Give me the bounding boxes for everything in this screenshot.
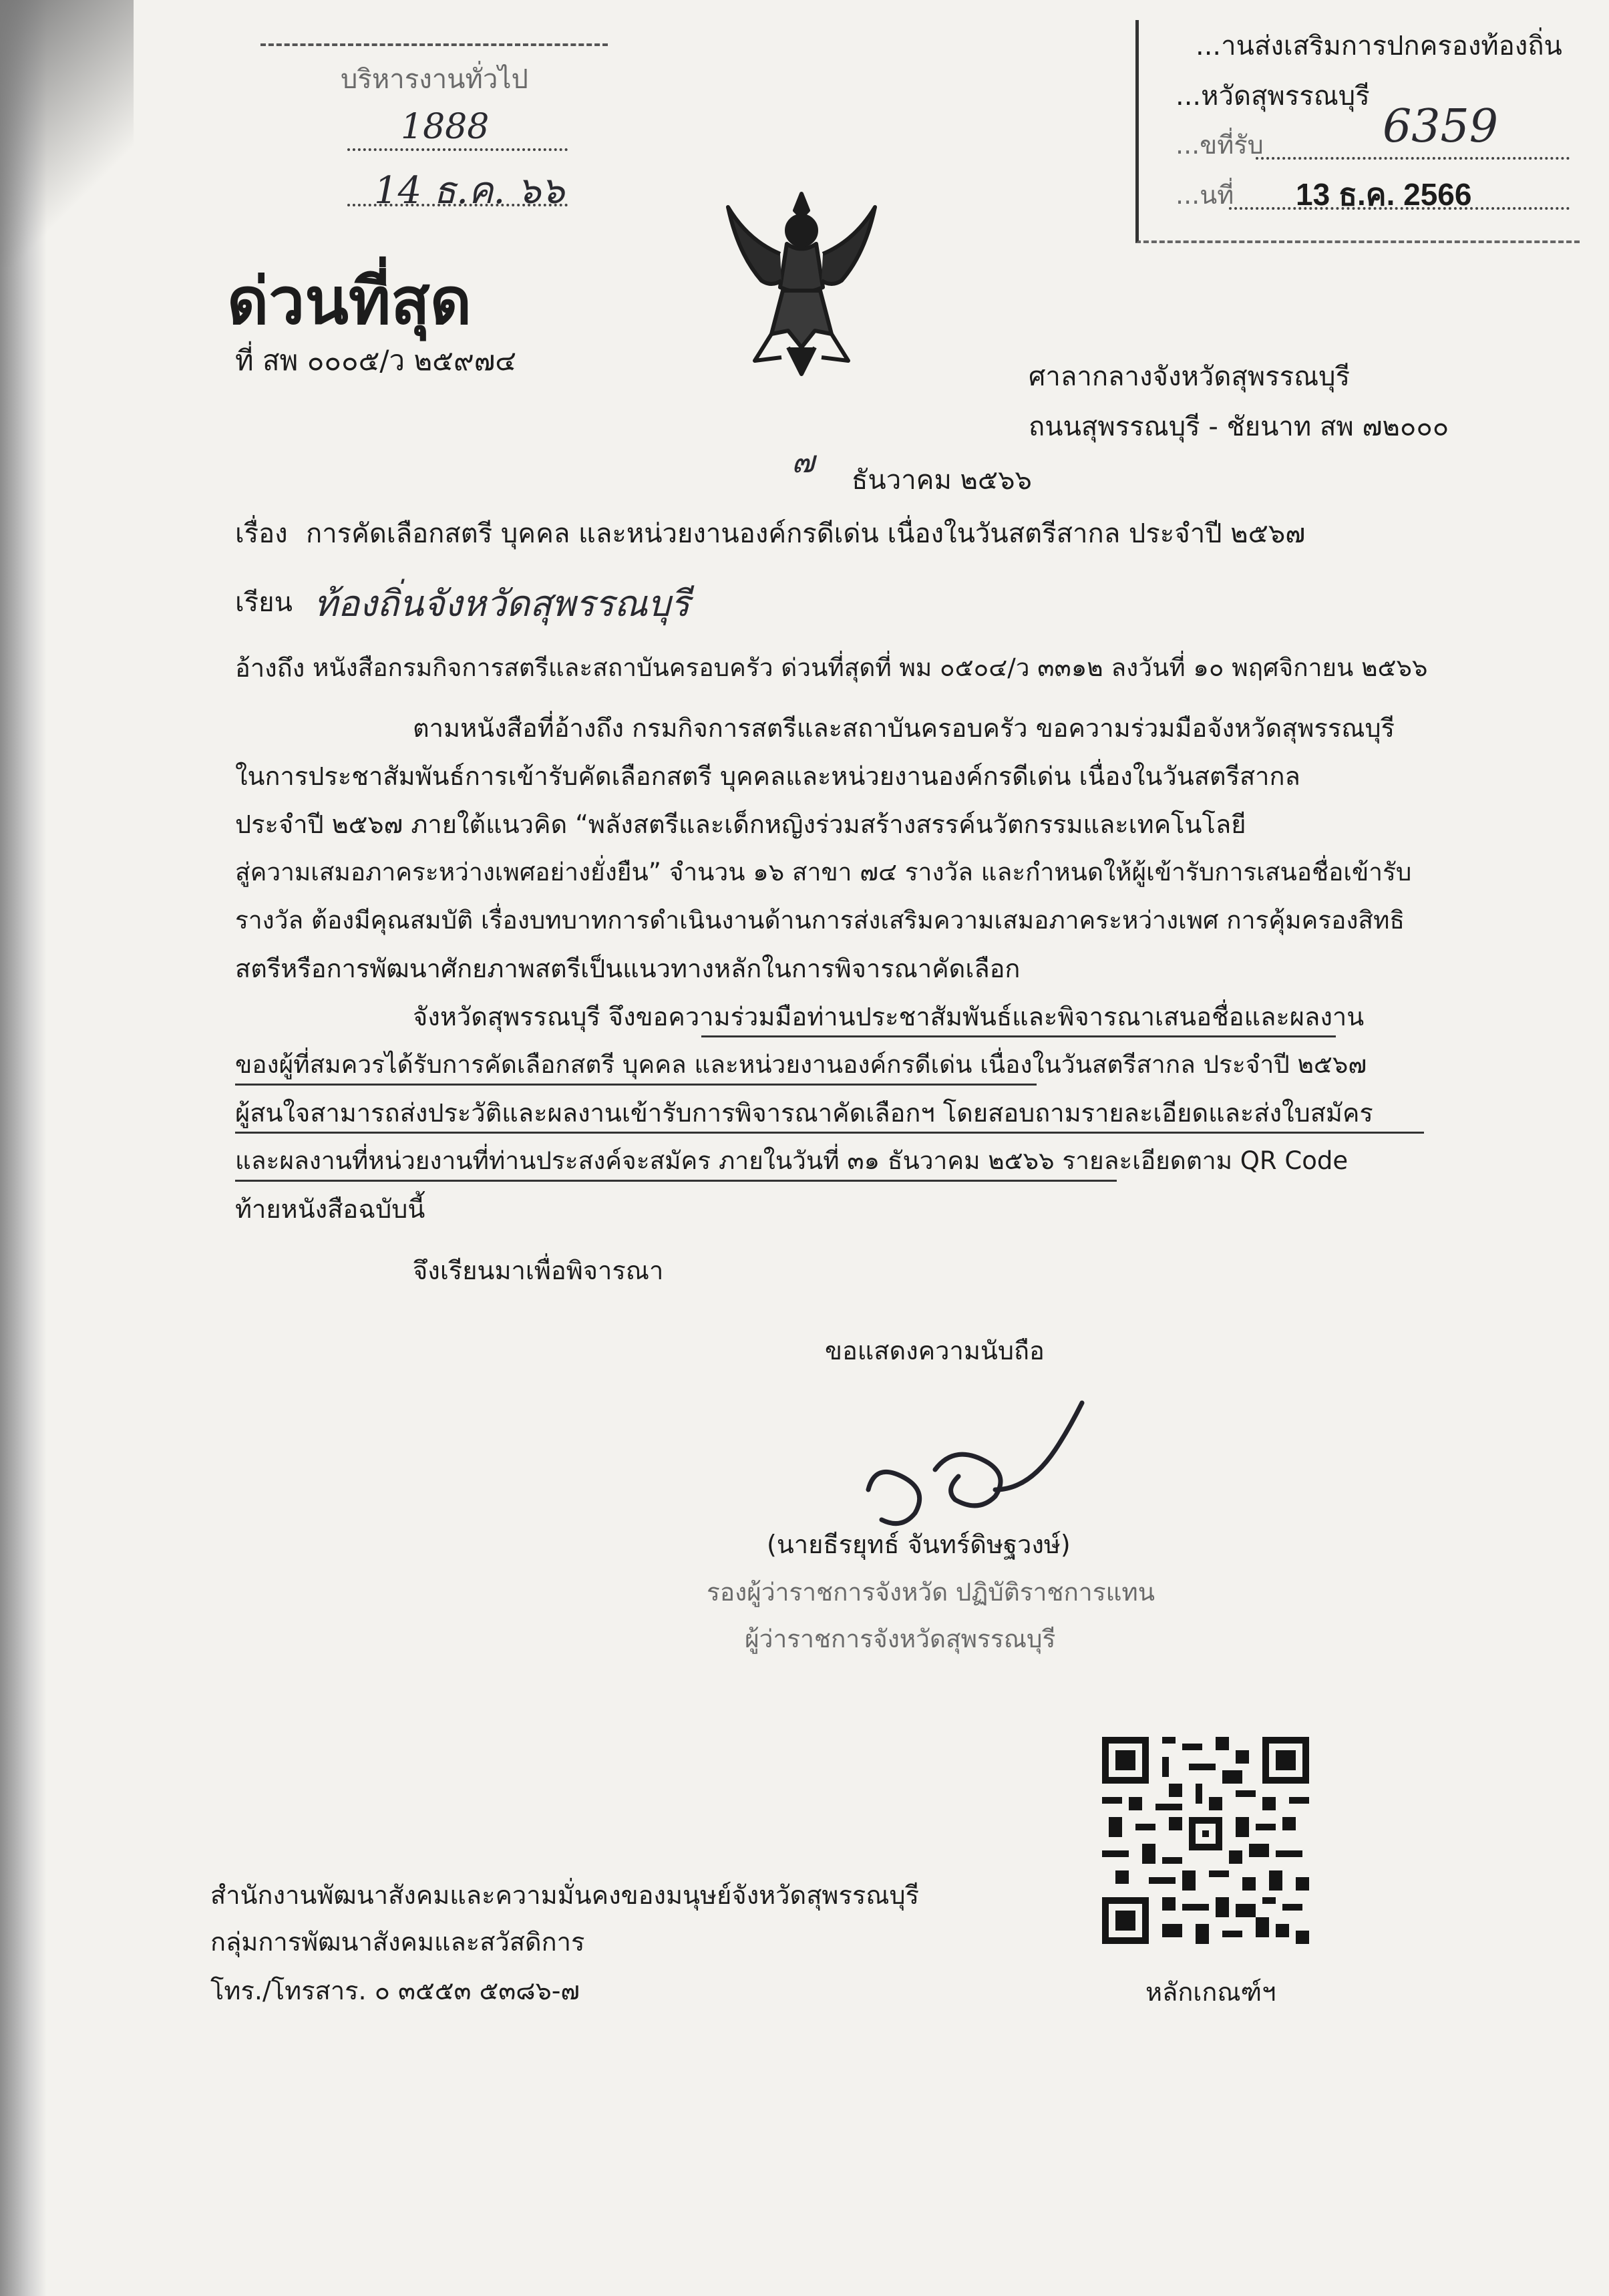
footer-group: กลุ่มการพัฒนาสังคมและสวัสดิการ [210, 1927, 585, 1957]
para1-line-2: ในการประชาสัมพันธ์การเข้ารับคัดเลือกสตรี บุคคลและหน่วยงานองค์กรดีเด่น เนื่องในวันสตรีสากล [235, 762, 1300, 791]
footer-office: สำนักงานพัฒนาสังคมและความมั่นคงของมนุษย์จังหวัดสุพรรณบุรี [210, 1880, 920, 1910]
signer-name: (นายธีรยุทธ์ จันทร์ดิษฐวงษ์) [767, 1530, 1071, 1559]
stamp-right-recv-label: ...ขที่รับ [1176, 130, 1264, 160]
scan-shadow [0, 0, 47, 2296]
address-line-2: ถนนสุพรรณบุรี - ชัยนาท สพ ๗๒๐๐๐ [1029, 412, 1449, 442]
stamp-left-office: บริหารงานทั่วไป [341, 64, 528, 95]
to-text: ท้องถิ่นจังหวัดสุพรรณบุรี [314, 583, 690, 625]
footer-phone: โทร./โทรสาร. ๐ ๓๕๕๓ ๕๓๘๖-๗ [210, 1976, 580, 2005]
qr-caption: หลักเกณฑ์ฯ [1145, 1977, 1276, 2007]
subject-label: เรื่อง [235, 518, 288, 549]
stamp-left-date: 14 ธ.ค. ๖๖ [374, 169, 565, 212]
para2-underline-2 [235, 1084, 1037, 1086]
stamp-right-date: 13 ธ.ค. 2566 [1296, 177, 1472, 212]
para2-line-4: และผลงานที่หน่วยงานที่ท่านประสงค์จะสมัคร ภายในวันที่ ๓๑ ธันวาคม ๒๕๖๖ รายละเอียดตาม QR Code [235, 1146, 1349, 1175]
para2-line-2: ของผู้ที่สมควรได้รับการคัดเลือกสตรี บุคคล และหน่วยงานองค์กรดีเด่น เนื่องในวันสตรีสากล ประจำปี ๒๕๖๗ [235, 1050, 1367, 1079]
para1-line-1: ตามหนังสือที่อ้างถึง กรมกิจการสตรีและสถาบันครอบครัว ขอความร่วมมือจังหวัดสุพรรณบุรี [413, 713, 1395, 743]
para2-line-3: ผู้สนใจสามารถส่งประวัติและผลงานเข้ารับการพิจารณาคัดเลือกฯ โดยสอบถามรายละเอียดและส่งใบสมัคร [235, 1098, 1373, 1128]
reference-text: หนังสือกรมกิจการสตรีและสถาบันครอบครัว ด่วนที่สุดที่ พม ๐๕๐๔/ว ๓๓๑๒ ลงวันที่ ๑๐ พฤศจิกายน ๒๕๖๖ [313, 653, 1428, 682]
stamp-right-office: ...านส่งเสริมการปกครองท้องถิ่น [1196, 31, 1562, 61]
para2-line-1: จังหวัดสุพรรณบุรี จึงขอความร่วมมือท่านประชาสัมพันธ์และพิจารณาเสนอชื่อและผลงาน [413, 1002, 1365, 1031]
urgency-label: ด่วนที่สุด [227, 264, 472, 339]
para1-line-4: สู่ความเสมอภาคระหว่างเพศอย่างยั่งยืน” จำนวน ๑๖ สาขา ๗๔ รางวัล และกำหนดให้ผู้เข้ารับการเสนอชื่อเข้ารับ [235, 858, 1412, 886]
qr-code-icon [1095, 1730, 1316, 1951]
signer-position-1: รองผู้ว่าราชการจังหวัด ปฏิบัติราชการแทน [707, 1578, 1155, 1607]
scan-shadow-corner [0, 0, 134, 267]
signer-position-2: ผู้ว่าราชการจังหวัดสุพรรณบุรี [745, 1625, 1056, 1653]
stamp-left-number: 1888 [401, 107, 490, 147]
stamp-right-dotline-1 [1256, 157, 1570, 160]
stamp-left-dotline-2 [347, 204, 568, 206]
garuda-emblem-icon [708, 180, 895, 381]
closing-text: ขอแสดงความนับถือ [825, 1336, 1045, 1365]
address-line-1: ศาลากลางจังหวัดสุพรรณบุรี [1029, 361, 1351, 392]
date-month-year: ธันวาคม ๒๕๖๖ [852, 465, 1032, 496]
handwritten-signature [855, 1389, 1095, 1536]
para1-line-3: ประจำปี ๒๕๖๗ ภายใต้แนวคิด “พลังสตรีและเด็กหญิงร่วมสร้างสรรค์นวัตกรรมและเทคโนโลยี [235, 810, 1246, 839]
reference-label: อ้างถึง [235, 653, 305, 683]
closing-request: จึงเรียนมาเพื่อพิจารณา [413, 1256, 664, 1285]
to-label: เรียน [235, 587, 293, 618]
para2-underline-1 [701, 1035, 1336, 1037]
para1-line-6: สตรีหรือการพัฒนาศักยภาพสตรีเป็นแนวทางหลักในการพิจารณาคัดเลือก [235, 954, 1021, 983]
para2-underline-4 [235, 1180, 1117, 1182]
stamp-left-dotline-1 [347, 148, 568, 151]
stamp-right-province: ...หวัดสุพรรณบุรี [1176, 81, 1370, 112]
subject-text: การคัดเลือกสตรี บุคคล และหน่วยงานองค์กรดีเด่น เนื่องในวันสตรีสากล ประจำปี ๒๕๖๗ [306, 518, 1306, 549]
date-day: ๗ [791, 444, 815, 480]
para1-line-5: รางวัล ต้องมีคุณสมบัติ เรื่องบทบาทการดำเนินงานด้านการส่งเสริมความเสมอภาคระหว่างเพศ การคุ้มครองสิทธิ [235, 906, 1405, 935]
stamp-right-recv-no: 6359 [1383, 100, 1499, 153]
para2-line-5: ท้ายหนังสือฉบับนี้ [235, 1194, 425, 1224]
para2-underline-3 [235, 1132, 1424, 1134]
stamp-right-date-label: ...นที่ [1176, 180, 1234, 210]
reference-number: ที่ สพ ๐๐๐๕/ว ๒๕๙๗๔ [235, 344, 517, 377]
